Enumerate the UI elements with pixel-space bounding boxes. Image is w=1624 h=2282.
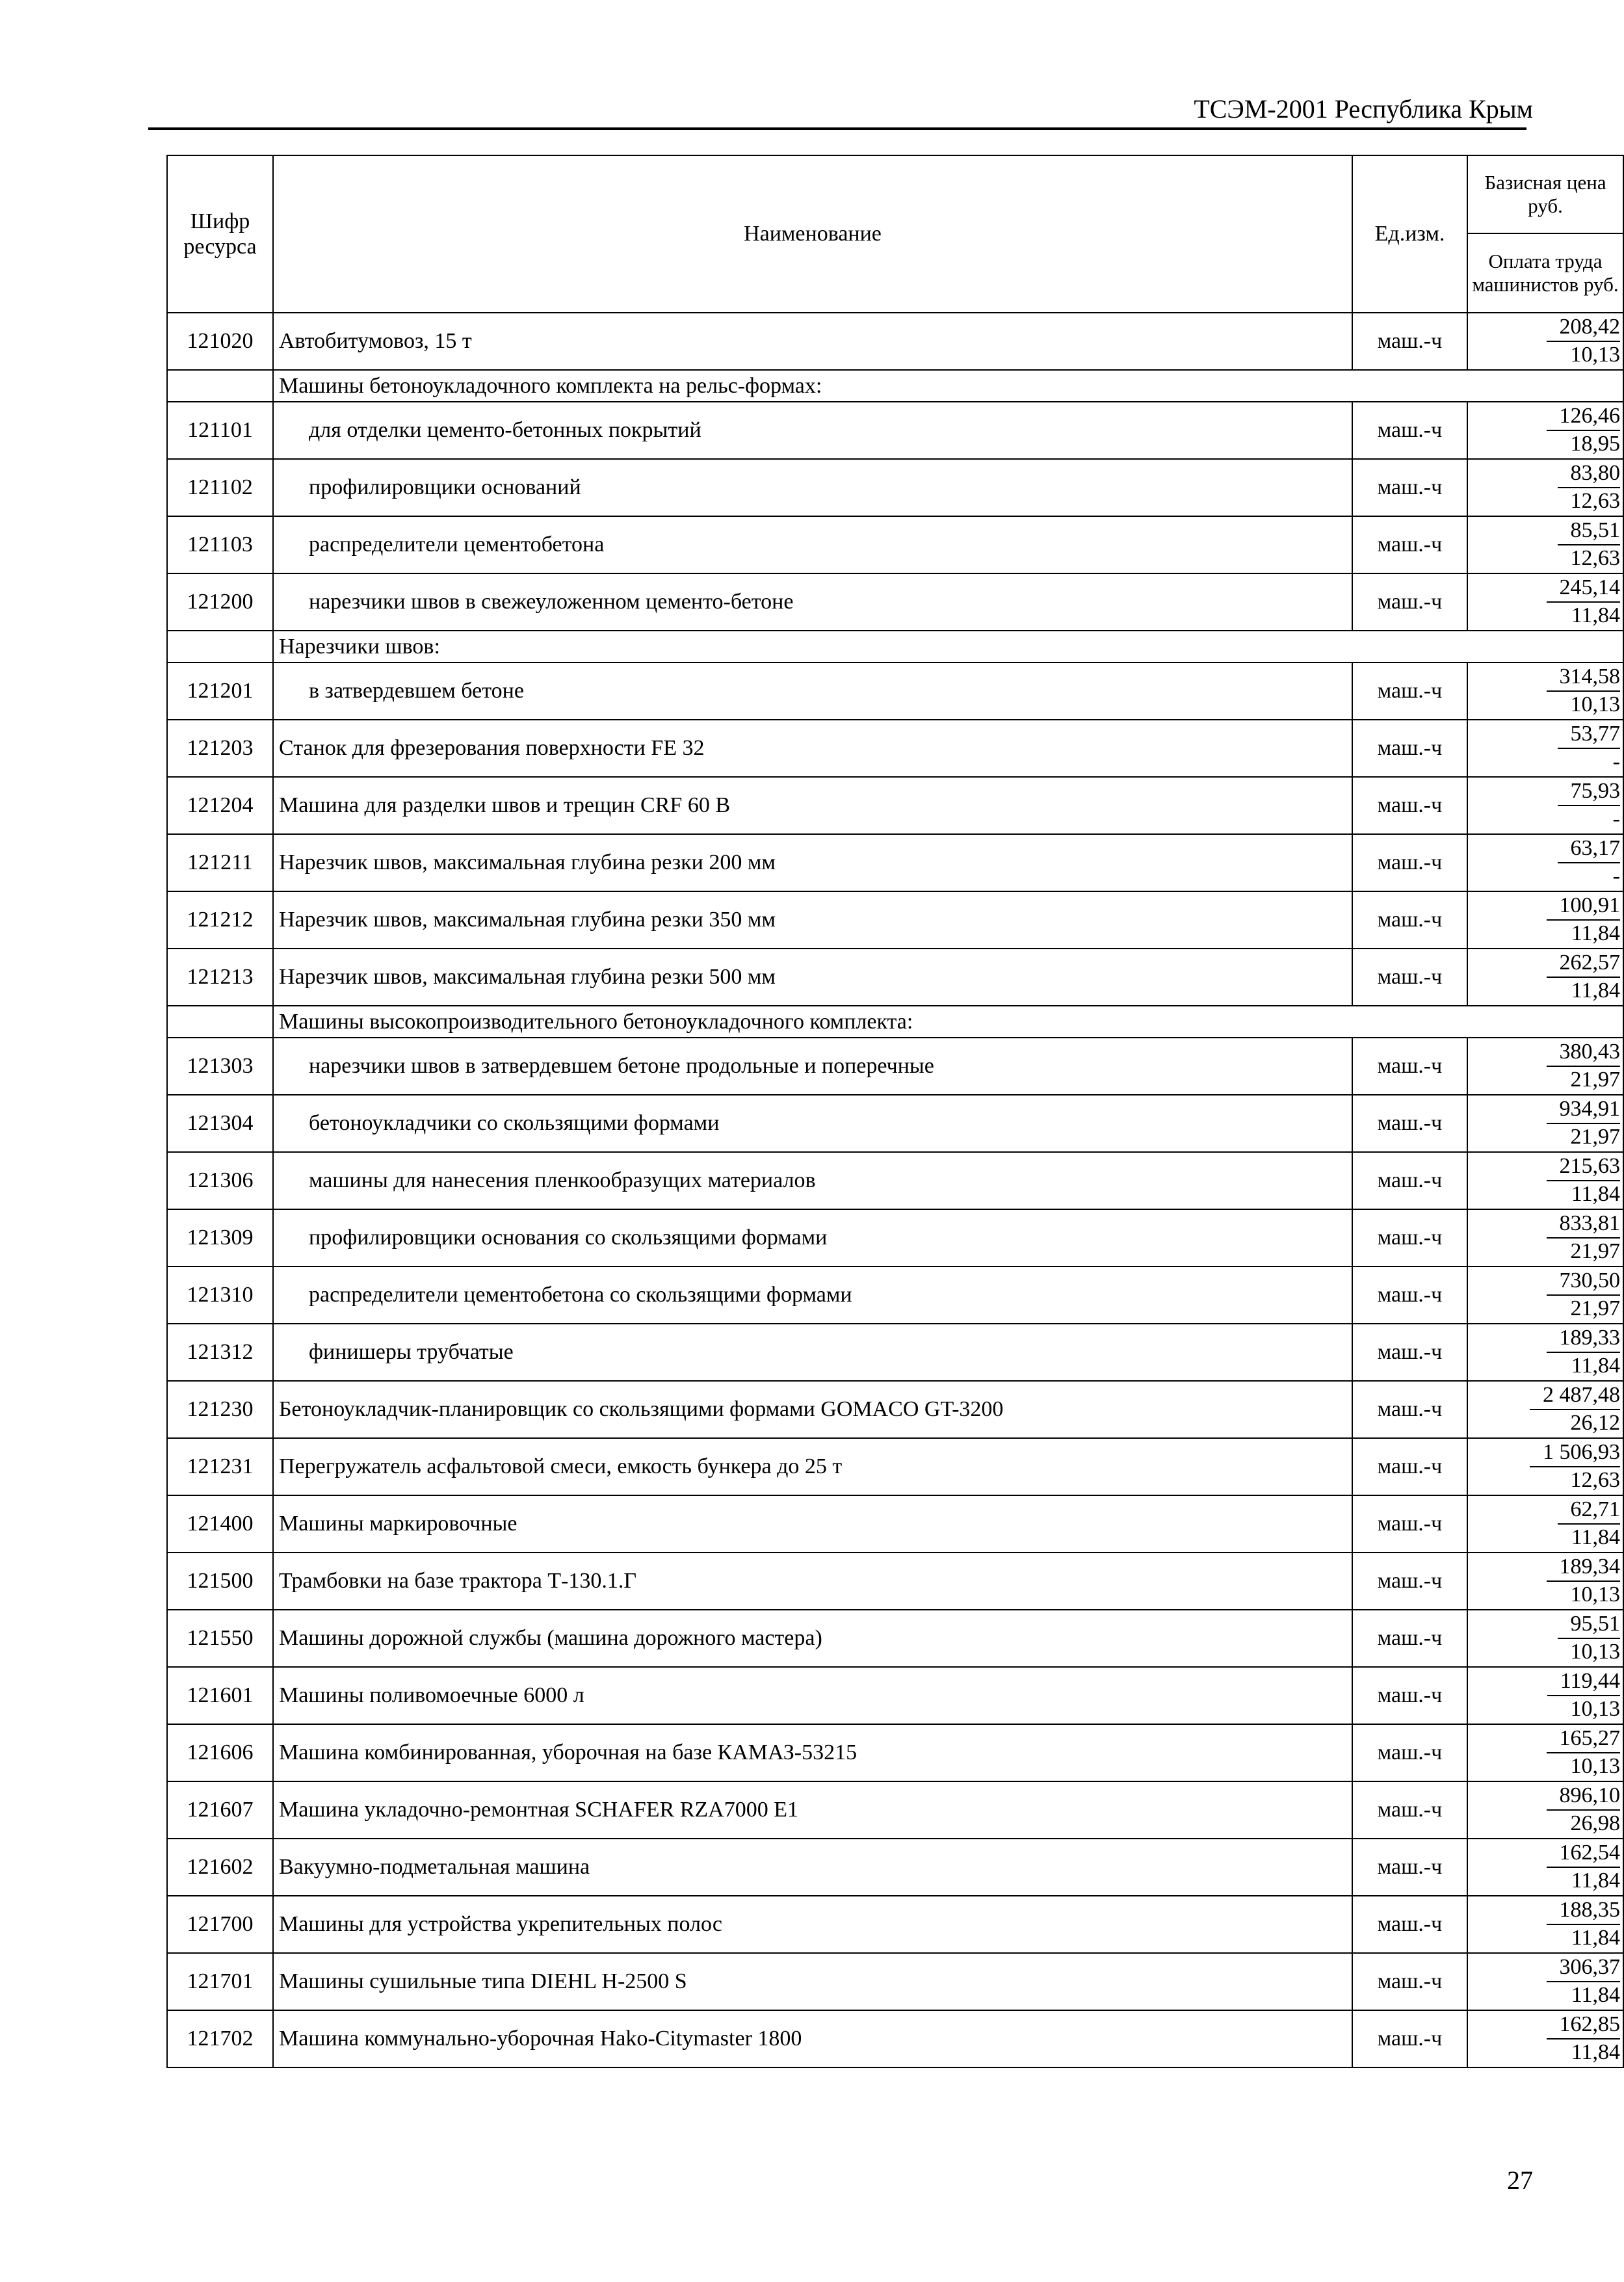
table-row: [167, 1839, 1623, 1896]
operator-wage: 11,84: [1571, 1182, 1620, 1206]
resource-code: 121200: [167, 573, 273, 631]
operator-wage: 10,13: [1570, 1697, 1620, 1721]
base-price: 314,58: [1547, 664, 1621, 692]
resource-name: Перегружатель асфальтовой смеси, емкость бункера до 25 т: [273, 1438, 1352, 1495]
unit-cell: маш.-ч: [1352, 662, 1467, 720]
base-price: 2 487,48: [1530, 1382, 1620, 1410]
base-price: 833,81: [1547, 1211, 1621, 1239]
price-cell: [1467, 949, 1623, 1006]
price-cell: [1467, 1038, 1623, 1095]
table-row: [167, 662, 1623, 720]
price-cell: [1467, 1438, 1623, 1495]
price-cell: [1467, 777, 1623, 834]
price-cell: [1467, 1953, 1623, 2010]
price-cell: [1467, 1553, 1623, 1610]
resource-code: 121203: [167, 720, 273, 777]
base-price: 896,10: [1547, 1783, 1621, 1811]
unit-cell: маш.-ч: [1352, 1209, 1467, 1266]
resource-code: 121400: [167, 1495, 273, 1553]
resource-code: 121700: [167, 1896, 273, 1953]
col-header-wage: Оплата труда машинистов руб.: [1467, 233, 1623, 313]
price-cell: [1467, 1209, 1623, 1266]
resource-code: 121103: [167, 516, 273, 573]
operator-wage: 26,98: [1570, 1811, 1620, 1835]
resource-name: Машины дорожной службы (машина дорожного мастера): [273, 1610, 1352, 1667]
table-body: [167, 313, 1623, 2067]
price-cell: [1467, 516, 1623, 573]
table-row: [167, 1724, 1623, 1781]
resource-name: в затвердевшем бетоне: [273, 662, 1352, 720]
resource-name: для отделки цементо-бетонных покрытий: [273, 402, 1352, 459]
header-rule: [148, 127, 1526, 130]
operator-wage: 10,13: [1570, 343, 1620, 367]
base-price: 83,80: [1558, 460, 1621, 488]
unit-cell: маш.-ч: [1352, 1781, 1467, 1839]
base-price: 119,44: [1547, 1668, 1620, 1696]
resource-code: 121702: [167, 2010, 273, 2067]
table-row: [167, 1038, 1623, 1095]
base-price: 188,35: [1547, 1897, 1621, 1925]
table-row: [167, 891, 1623, 949]
resource-code: 121550: [167, 1610, 273, 1667]
operator-wage: 12,63: [1570, 546, 1620, 570]
unit-cell: маш.-ч: [1352, 1724, 1467, 1781]
price-cell: [1467, 662, 1623, 720]
unit-cell: маш.-ч: [1352, 1152, 1467, 1209]
resource-name: распределители цементобетона со скользящими формами: [273, 1266, 1352, 1324]
base-price: 215,63: [1547, 1153, 1621, 1181]
operator-wage: 21,97: [1570, 1125, 1620, 1149]
operator-wage: 18,95: [1570, 432, 1620, 456]
resource-name: машины для нанесения пленкообразущих материалов: [273, 1152, 1352, 1209]
operator-wage: 11,84: [1571, 921, 1620, 945]
unit-cell: маш.-ч: [1352, 459, 1467, 516]
unit-cell: маш.-ч: [1352, 573, 1467, 631]
resource-name: Бетоноукладчик-планировщик со скользящими формами GOMACO GT-3200: [273, 1381, 1352, 1438]
resource-name: Нарезчик швов, максимальная глубина резки 200 мм: [273, 834, 1352, 891]
resource-name: Вакуумно-подметальная машина: [273, 1839, 1352, 1896]
resource-name: бетоноукладчики со скользящими формами: [273, 1095, 1352, 1152]
unit-cell: маш.-ч: [1352, 1896, 1467, 1953]
table-row: [167, 1553, 1623, 1610]
table-row: [167, 777, 1623, 834]
table-row: [167, 459, 1623, 516]
price-cell: [1467, 402, 1623, 459]
price-cell: [1467, 1095, 1623, 1152]
base-price: 100,91: [1547, 893, 1621, 921]
resource-code: 121230: [167, 1381, 273, 1438]
table-row: [167, 1438, 1623, 1495]
resource-code: 121701: [167, 1953, 273, 2010]
price-cell: [1467, 459, 1623, 516]
unit-cell: маш.-ч: [1352, 1495, 1467, 1553]
resource-code: 121606: [167, 1724, 273, 1781]
table-row: [167, 1266, 1623, 1324]
table-row: [167, 1381, 1623, 1438]
operator-wage: 11,84: [1571, 978, 1620, 1003]
resource-table: [166, 155, 1624, 2068]
unit-cell: маш.-ч: [1352, 1038, 1467, 1095]
base-price: 245,14: [1547, 575, 1621, 603]
resource-name: профилировщики оснований: [273, 459, 1352, 516]
table-group-row: [167, 631, 1623, 662]
unit-cell: маш.-ч: [1352, 516, 1467, 573]
resource-name: Машина укладочно-ремонтная SCHAFER RZA7000 E1: [273, 1781, 1352, 1839]
resource-code: 121602: [167, 1839, 273, 1896]
operator-wage: 10,13: [1570, 692, 1620, 716]
unit-cell: маш.-ч: [1352, 720, 1467, 777]
operator-wage: 10,13: [1570, 1582, 1620, 1607]
col-header-name: Наименование: [273, 155, 1352, 313]
base-price: 165,27: [1547, 1725, 1621, 1753]
operator-wage: -: [1612, 864, 1620, 888]
group-title: Машины бетоноукладочного комплекта на рельс-формах:: [273, 370, 1623, 402]
resource-code: 121101: [167, 402, 273, 459]
base-price: 62,71: [1558, 1497, 1621, 1525]
table-row: [167, 949, 1623, 1006]
price-cell: [1467, 891, 1623, 949]
unit-cell: маш.-ч: [1352, 1839, 1467, 1896]
base-price: 934,91: [1547, 1096, 1621, 1124]
price-cell: [1467, 1152, 1623, 1209]
unit-cell: маш.-ч: [1352, 313, 1467, 370]
resource-name: Нарезчик швов, максимальная глубина резки 500 мм: [273, 949, 1352, 1006]
base-price: 380,43: [1547, 1039, 1621, 1067]
resource-name: профилировщики основания со скользящими формами: [273, 1209, 1352, 1266]
operator-wage: 21,97: [1570, 1296, 1620, 1320]
resource-name: Машина для разделки швов и трещин CRF 60 B: [273, 777, 1352, 834]
resource-code: 121102: [167, 459, 273, 516]
resource-name: Машина коммунально-уборочная Hako-Citymaster 1800: [273, 2010, 1352, 2067]
operator-wage: 12,63: [1570, 1468, 1620, 1492]
table-row: [167, 313, 1623, 370]
resource-code: 121303: [167, 1038, 273, 1095]
table-row: [167, 1667, 1623, 1724]
operator-wage: 21,97: [1570, 1239, 1620, 1263]
resource-code: 121213: [167, 949, 273, 1006]
operator-wage: -: [1612, 750, 1620, 774]
base-price: 63,17: [1558, 835, 1621, 863]
resource-name: Нарезчик швов, максимальная глубина резки 350 мм: [273, 891, 1352, 949]
operator-wage: 10,13: [1570, 1754, 1620, 1778]
resource-name: Станок для фрезерования поверхности FE 32: [273, 720, 1352, 777]
col-header-base-price: Базисная цена руб.: [1467, 155, 1623, 233]
table-row: [167, 720, 1623, 777]
operator-wage: 12,63: [1570, 489, 1620, 513]
resource-code: 121607: [167, 1781, 273, 1839]
table-row: [167, 1495, 1623, 1553]
resource-name: нарезчики швов в затвердевшем бетоне продольные и поперечные: [273, 1038, 1352, 1095]
unit-cell: маш.-ч: [1352, 1266, 1467, 1324]
table-row: [167, 834, 1623, 891]
unit-cell: маш.-ч: [1352, 949, 1467, 1006]
base-price: 306,37: [1547, 1954, 1621, 1982]
resource-code: 121304: [167, 1095, 273, 1152]
resource-name: нарезчики швов в свежеуложенном цементо-бетоне: [273, 573, 1352, 631]
resource-code: 121020: [167, 313, 273, 370]
table-row: [167, 573, 1623, 631]
resource-code: 121204: [167, 777, 273, 834]
col-header-code: Шифр ресурса: [167, 155, 273, 313]
resource-name: Машины сушильные типа DIEHL H-2500 S: [273, 1953, 1352, 2010]
price-cell: [1467, 1266, 1623, 1324]
resource-name: распределители цементобетона: [273, 516, 1352, 573]
unit-cell: маш.-ч: [1352, 2010, 1467, 2067]
price-cell: [1467, 573, 1623, 631]
unit-cell: маш.-ч: [1352, 1667, 1467, 1724]
table-group-row: [167, 370, 1623, 402]
operator-wage: 11,84: [1571, 2040, 1620, 2064]
base-price: 730,50: [1547, 1268, 1621, 1296]
table-row: [167, 516, 1623, 573]
unit-cell: маш.-ч: [1352, 834, 1467, 891]
price-cell: [1467, 1667, 1623, 1724]
resource-code: 121310: [167, 1266, 273, 1324]
resource-code: 121211: [167, 834, 273, 891]
resource-code: 121500: [167, 1553, 273, 1610]
price-cell: [1467, 2010, 1623, 2067]
table-row: [167, 1610, 1623, 1667]
col-header-unit: Ед.изм.: [1352, 155, 1467, 313]
resource-name: Машина комбинированная, уборочная на базе КАМАЗ-53215: [273, 1724, 1352, 1781]
unit-cell: маш.-ч: [1352, 1553, 1467, 1610]
operator-wage: 11,84: [1571, 1354, 1620, 1378]
base-price: 262,57: [1547, 950, 1621, 978]
group-code-cell: [167, 370, 273, 402]
price-cell: [1467, 1495, 1623, 1553]
base-price: 1 506,93: [1530, 1439, 1620, 1467]
resource-name: Автобитумовоз, 15 т: [273, 313, 1352, 370]
base-price: 162,85: [1547, 2012, 1621, 2039]
base-price: 126,46: [1547, 403, 1621, 431]
resource-code: 121601: [167, 1667, 273, 1724]
price-cell: [1467, 1781, 1623, 1839]
unit-cell: маш.-ч: [1352, 1438, 1467, 1495]
resource-name: финишеры трубчатые: [273, 1324, 1352, 1381]
resource-name: Машины поливомоечные 6000 л: [273, 1667, 1352, 1724]
base-price: 189,33: [1547, 1325, 1621, 1353]
table-group-row: [167, 1006, 1623, 1038]
price-cell: [1467, 313, 1623, 370]
operator-wage: 11,84: [1571, 1525, 1620, 1549]
price-cell: [1467, 1324, 1623, 1381]
table-row: [167, 1095, 1623, 1152]
operator-wage: 10,13: [1570, 1640, 1620, 1664]
table-row: [167, 1209, 1623, 1266]
table-row: [167, 1152, 1623, 1209]
unit-cell: маш.-ч: [1352, 1381, 1467, 1438]
price-cell: [1467, 1610, 1623, 1667]
table-row: [167, 2010, 1623, 2067]
resource-code: 121309: [167, 1209, 273, 1266]
price-cell: [1467, 720, 1623, 777]
operator-wage: -: [1612, 807, 1620, 831]
resource-code: 121312: [167, 1324, 273, 1381]
operator-wage: 11,84: [1571, 1983, 1620, 2007]
resource-code: 121212: [167, 891, 273, 949]
unit-cell: маш.-ч: [1352, 1324, 1467, 1381]
resource-code: 121201: [167, 662, 273, 720]
resource-name: Машины для устройства укрепительных полос: [273, 1896, 1352, 1953]
unit-cell: маш.-ч: [1352, 402, 1467, 459]
unit-cell: маш.-ч: [1352, 777, 1467, 834]
table-row: [167, 1781, 1623, 1839]
base-price: 75,93: [1558, 778, 1621, 806]
page-number: 27: [1507, 2166, 1533, 2195]
price-cell: [1467, 1724, 1623, 1781]
price-cell: [1467, 1381, 1623, 1438]
table-row: [167, 1896, 1623, 1953]
base-price: 208,42: [1547, 314, 1621, 342]
table-row: [167, 402, 1623, 459]
base-price: 53,77: [1558, 721, 1621, 749]
group-title: Машины высокопроизводительного бетоноукладочного комплекта:: [273, 1006, 1623, 1038]
resource-code: 121306: [167, 1152, 273, 1209]
resource-name: Трамбовки на базе трактора Т-130.1.Г: [273, 1553, 1352, 1610]
base-price: 162,54: [1547, 1840, 1621, 1868]
resource-code: 121231: [167, 1438, 273, 1495]
group-code-cell: [167, 631, 273, 662]
table-row: [167, 1324, 1623, 1381]
base-price: 189,34: [1547, 1554, 1621, 1582]
price-cell: [1467, 834, 1623, 891]
unit-cell: маш.-ч: [1352, 1095, 1467, 1152]
unit-cell: маш.-ч: [1352, 891, 1467, 949]
price-cell: [1467, 1839, 1623, 1896]
unit-cell: маш.-ч: [1352, 1610, 1467, 1667]
operator-wage: 11,84: [1571, 1869, 1620, 1893]
base-price: 85,51: [1558, 518, 1621, 545]
operator-wage: 26,12: [1570, 1411, 1620, 1435]
price-cell: [1467, 1896, 1623, 1953]
document-header-title: ТСЭМ-2001 Республика Крым: [1194, 94, 1533, 124]
operator-wage: 11,84: [1571, 1926, 1620, 1950]
unit-cell: маш.-ч: [1352, 1953, 1467, 2010]
operator-wage: 11,84: [1571, 603, 1620, 627]
group-code-cell: [167, 1006, 273, 1038]
base-price: 95,51: [1558, 1611, 1621, 1639]
group-title: Нарезчики швов:: [273, 631, 1623, 662]
operator-wage: 21,97: [1570, 1068, 1620, 1092]
table-row: [167, 1953, 1623, 2010]
resource-name: Машины маркировочные: [273, 1495, 1352, 1553]
